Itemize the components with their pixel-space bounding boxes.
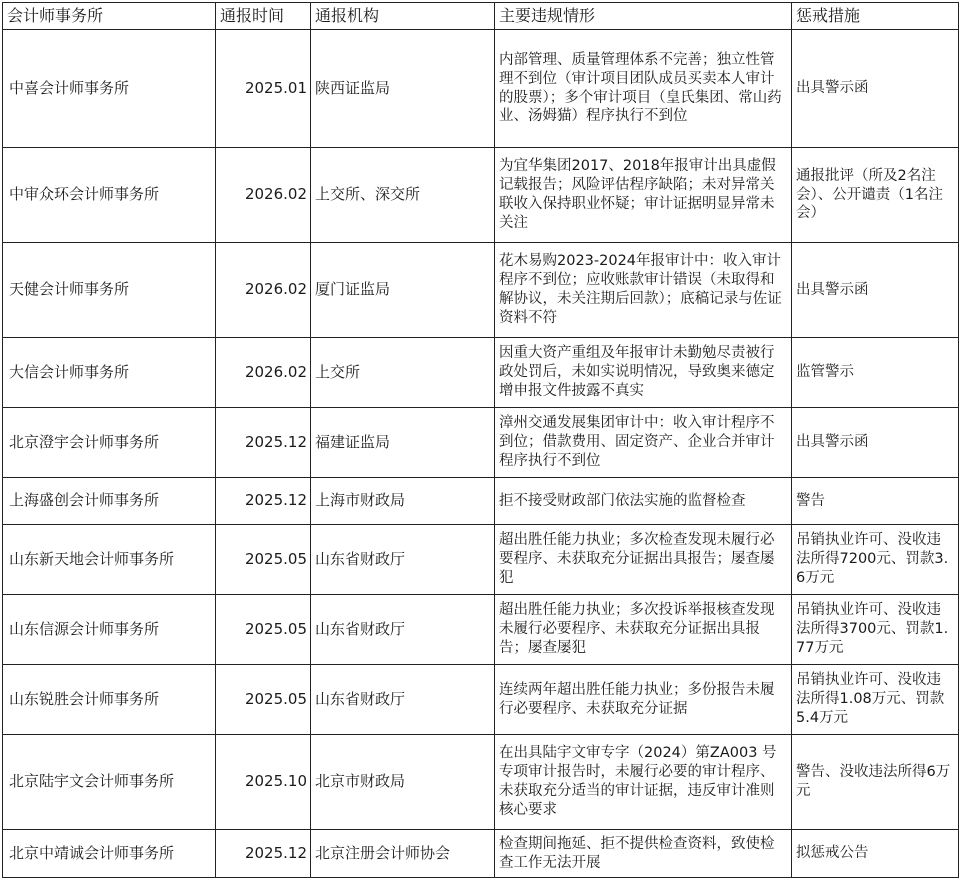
cell-time: 2026.02 [216,243,311,338]
cell-org: 北京市财政局 [311,735,495,830]
cell-firm: 中喜会计师事务所 [3,30,216,148]
cell-punishment: 警告 [792,478,959,525]
cell-firm: 山东信源会计师事务所 [3,595,216,665]
table-row [3,148,959,243]
header-punishment: 惩戒措施 [792,3,959,30]
table-row [3,830,959,878]
cell-time: 2025.12 [216,478,311,525]
table-row [3,665,959,735]
cell-violation: 超出胜任能力执业；多次投诉举报核查发现未履行必要程序、未获取充分证据出具报告；屡查屡犯 [495,595,792,665]
cell-time: 2025.05 [216,665,311,735]
cell-punishment: 警告、没收违法所得6万元 [792,735,959,830]
cell-violation: 检查期间拖延、拒不提供检查资料，致使检查工作无法开展 [495,830,792,878]
cell-punishment: 通报批评（所及2名注会）、公开谴责（1名注会） [792,148,959,243]
cell-org: 北京注册会计师协会 [311,830,495,878]
cell-firm: 天健会计师事务所 [3,243,216,338]
cell-violation: 连续两年超出胜任能力执业；多份报告未履行必要程序、未获取充分证据 [495,665,792,735]
cell-firm: 北京澄宇会计师事务所 [3,408,216,478]
cell-org: 上交所 [311,338,495,408]
cell-violation: 为宜华集团2017、2018年报审计出具虚假记载报告；风险评估程序缺陷；未对异常关联收入保持职业怀疑；审计证据明显异常未关注 [495,148,792,243]
cell-firm: 大信会计师事务所 [3,338,216,408]
cell-violation: 花木易购2023-2024年报审计中：收入审计程序不到位；应收账款审计错误（未取得和解协议，未关注期后回款）；底稿记录与佐证资料不符 [495,243,792,338]
cell-violation: 超出胜任能力执业；多次检查发现未履行必要程序、未获取充分证据出具报告；屡查屡犯 [495,525,792,595]
cell-org: 山东省财政厅 [311,525,495,595]
cell-firm: 北京陆宇文会计师事务所 [3,735,216,830]
cell-violation: 内部管理、质量管理体系不完善；独立性管理不到位（审计项目团队成员买卖本人审计的股票）；多个审计项目（皇氏集团、常山药业、汤姆猫）程序执行不到位 [495,30,792,148]
table-row [3,338,959,408]
cell-org: 山东省财政厅 [311,665,495,735]
table-row [3,30,959,148]
cell-org: 山东省财政厅 [311,595,495,665]
cell-punishment: 吊销执业许可、没收违法所得7200元、罚款3.6万元 [792,525,959,595]
cell-org: 上海市财政局 [311,478,495,525]
cell-firm: 山东新天地会计师事务所 [3,525,216,595]
header-row [3,3,959,30]
header-firm: 会计师事务所 [3,3,216,30]
table-row [3,525,959,595]
cell-time: 2025.05 [216,595,311,665]
cell-violation: 漳州交通发展集团审计中：收入审计程序不到位；借款费用、固定资产、企业合并审计程序执行不到位 [495,408,792,478]
cell-time: 2026.02 [216,338,311,408]
cell-firm: 北京中靖诚会计师事务所 [3,830,216,878]
cell-punishment: 吊销执业许可、没收违法所得3700元、罚款1.77万元 [792,595,959,665]
table-row [3,478,959,525]
cell-time: 2026.02 [216,148,311,243]
table-row [3,243,959,338]
header-time: 通报时间 [216,3,311,30]
cell-org: 福建证监局 [311,408,495,478]
cell-org: 陕西证监局 [311,30,495,148]
cell-time: 2025.01 [216,30,311,148]
table-row [3,595,959,665]
cell-org: 厦门证监局 [311,243,495,338]
cell-time: 2025.12 [216,408,311,478]
cell-punishment: 出具警示函 [792,30,959,148]
violations-table [2,2,959,878]
cell-firm: 山东锐胜会计师事务所 [3,665,216,735]
cell-punishment: 监管警示 [792,338,959,408]
cell-firm: 中审众环会计师事务所 [3,148,216,243]
header-violation: 主要违规情形 [495,3,792,30]
table-row [3,735,959,830]
cell-violation: 在出具陆宇文审专字（2024）第ZA003 号专项审计报告时，未履行必要的审计程序、未获取充分适当的审计证据，违反审计准则核心要求 [495,735,792,830]
table-row [3,408,959,478]
cell-firm: 上海盛创会计师事务所 [3,478,216,525]
cell-punishment: 拟惩戒公告 [792,830,959,878]
cell-time: 2025.05 [216,525,311,595]
cell-org: 上交所、深交所 [311,148,495,243]
cell-violation: 因重大资产重组及年报审计未勤勉尽责被行政处罚后，未如实说明情况，导致奥来德定增申报文件披露不真实 [495,338,792,408]
cell-punishment: 吊销执业许可、没收违法所得1.08万元、罚款5.4万元 [792,665,959,735]
cell-violation: 拒不接受财政部门依法实施的监督检查 [495,478,792,525]
cell-punishment: 出具警示函 [792,408,959,478]
header-org: 通报机构 [311,3,495,30]
cell-time: 2025.10 [216,735,311,830]
cell-punishment: 出具警示函 [792,243,959,338]
cell-time: 2025.12 [216,830,311,878]
